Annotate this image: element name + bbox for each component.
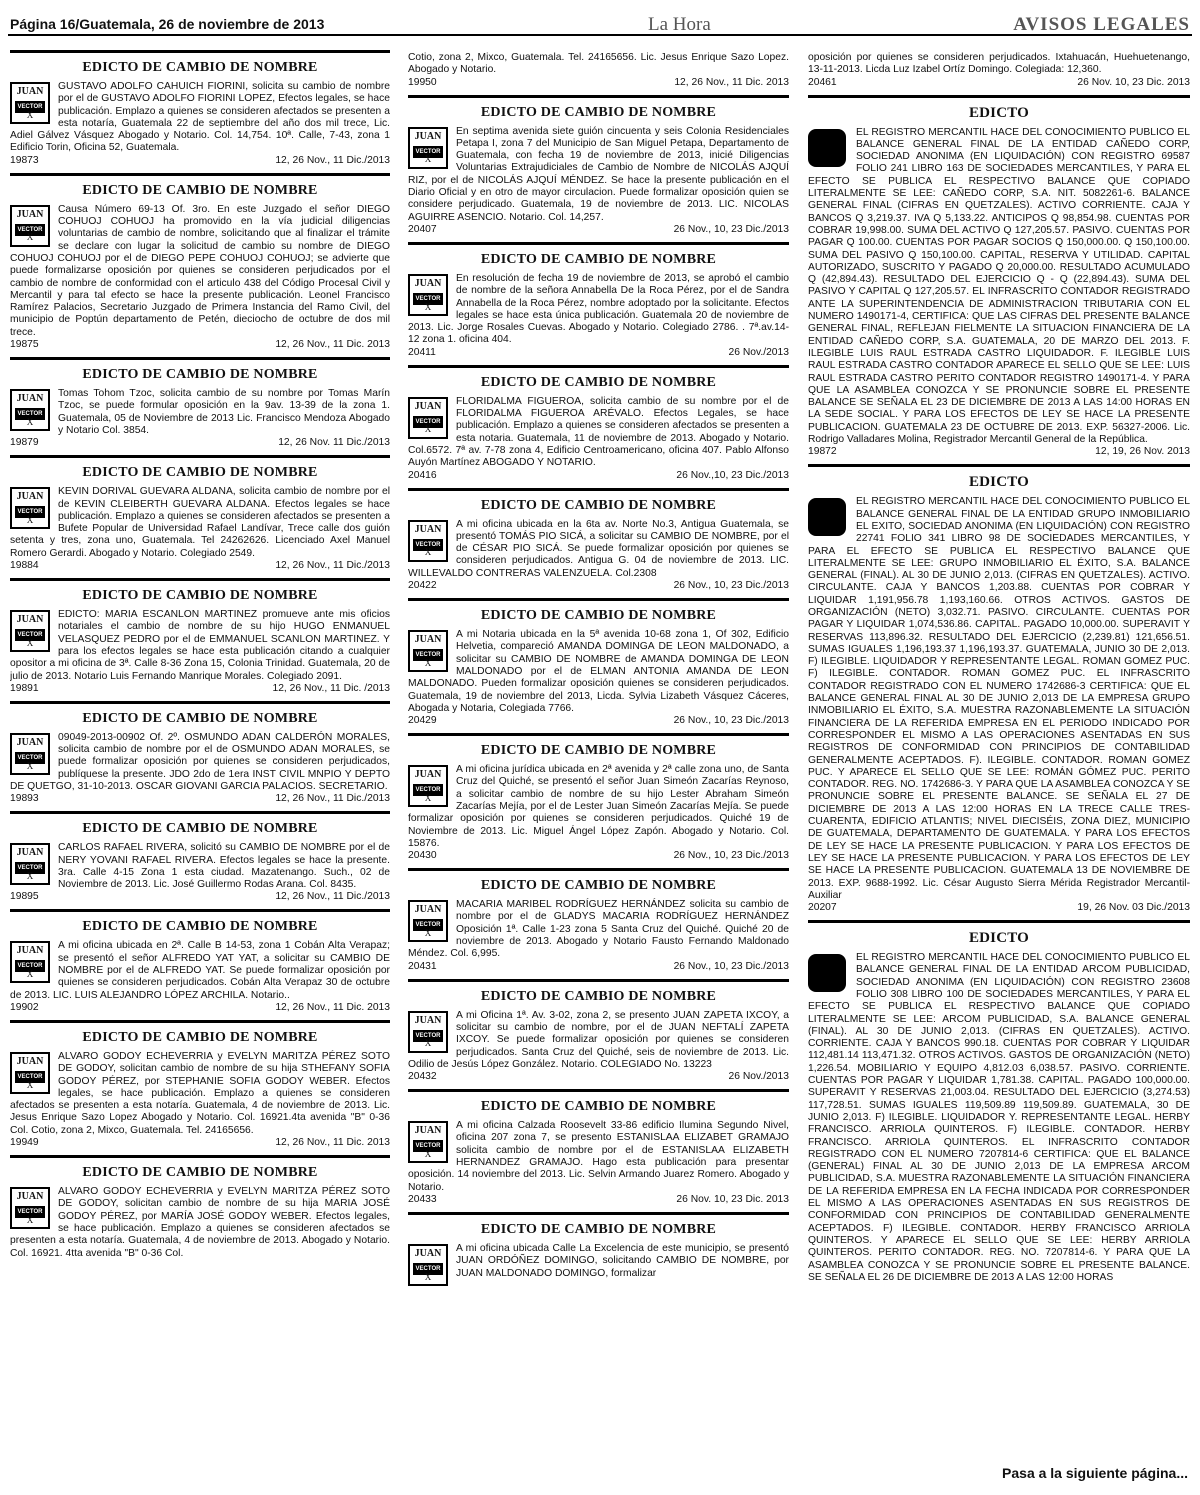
- logo-bar-text: VECTOR: [413, 784, 443, 796]
- notice-number: 20422: [408, 580, 437, 592]
- notice-footer: [10, 560, 390, 572]
- notice-body: [408, 396, 789, 470]
- logo-bar-text: VECTOR: [413, 1030, 443, 1042]
- logo-top-text: JUAN: [16, 614, 44, 626]
- logo-bottom-text: X: [424, 547, 432, 558]
- notice-dates: 12, 26 Nov., 11 Dic./2013: [275, 154, 390, 166]
- legal-notice: [408, 598, 789, 727]
- notice-title: EDICTO DE CAMBIO DE NOMBRE: [10, 909, 390, 940]
- section-title: AVISOS LEGALES: [1013, 14, 1190, 35]
- notice-body: [808, 952, 1190, 1284]
- notice-number: 19949: [10, 1137, 39, 1149]
- logo-bar-text: VECTOR: [413, 919, 443, 931]
- notice-dates: 19, 26 Nov. 03 Dic./2013: [1077, 902, 1190, 914]
- notice-text: A mi oficina ubicada en 2ª. Calle B 14-53, zona 1 Cobán Alta Verapaz; se presentó el señor ALFREDO YAT YAT, a solicitar su CAMBIO DE NOMBRE por el de ALFREDO YAT. Se puede formalizar oposición por quienes se consideren perjudicados. Cobán Alta Verapaz 30 de octubre de 2013. LIC. LUIS ALEJANDRO LÓPEZ ARCHILA. Notario..: [10, 940, 390, 1001]
- juan-vector-logo-icon: [10, 1052, 50, 1094]
- notice-body: [408, 629, 789, 715]
- notice-number: 19902: [10, 1001, 39, 1013]
- notice-title: EDICTO DE CAMBIO DE NOMBRE: [408, 1212, 789, 1243]
- juan-vector-logo-icon: [408, 765, 448, 807]
- juan-vector-logo-icon: [10, 1187, 50, 1229]
- notice-footer: [408, 470, 789, 482]
- notice-body: [408, 126, 789, 224]
- logo-bottom-text: X: [26, 760, 34, 771]
- notice-footer: [808, 446, 1190, 458]
- notice-title: EDICTO DE CAMBIO DE NOMBRE: [10, 1155, 390, 1186]
- notice-text: EL REGISTRO MERCANTIL HACE DEL CONOCIMIENTO PUBLICO EL BALANCE GENERAL FINAL DE LA ENTIDAD GRUPO INMOBILIARIO EL EXITO, SOCIEDAD ANONIMA (EN LIQUIDACIÓN) CON REGISTRO 22741 FOLIO 341 LIBRO 98 DE SOCIEDADES MERCANTILES, Y PARA EL EFECTO SE PUBLICA EL RESPECTIVO BALANCE QUE LITERALMENTE SE LEE: GRUPO INMOBILIARIO EL ÉXITO, S.A. BALANCE GENERAL (FINAL). AL 30 DE JUNIO 2,013. (CIFRAS EN QUETZALES). ACTIVO. CIRCULANTE. CAJA Y BANCOS 1,203.88. CUENTAS POR COBRAR Y LIQUIDAR 1,191,956.78 1,193,160.66. OTROS ACTIVOS. GASTOS DE ORGANIZACIÓN (NETO) 3,032.71. PASIVO. CIRCULANTE. CUENTAS POR PAGAR Y LIQUIDAR 1,074,536.86. CAPITAL. PAGADO 10,000.00. SUPERAVIT Y RESERVAS 113,896.32. RESULTADO DEL EJERCICIO (2,239.81) 121,656.51. SUMAS IGUALES 1,196,193.37 1,196,193.37. GUATEMALA, JUNIO 30 DE 2,013. F) ILEGIBLE. LIQUIDADOR Y REPRESENTANTE LEGAL. ROMAN GOMEZ PUC. F) ILEGIBLE. CONTADOR. ROMAN GOMEZ PUC. EL INFRASCRITO CONTADOR REGISTRADO CON EL NUMERO 1742686-3 CERTIFICA: QUE EL BALANCE GENERAL FINAL AL 30 DE JUNIO 2,013 DE LA EMPRESA GRUPO INMOBILIARIO EL ÉXITO, S.A. MUESTRA RAZONABLEMENTE LA SITUACIÓN FINANCIERA DE LA REFERIDA EMPRESA EN EL PERIODO INDICADO POR CORRESPONDER EL MISMO A LAS OPERACIONES ASENTADAS EN SUS REGISTROS DE CONFORMIDAD CON PRINCIPIOS DE CONTABILIDAD GENERALMENTE ACEPTADOS. F). ILEGIBLE. CONTADOR. ROMAN GOMEZ PUC. Y APARECE EL SELLO QUE SE LEE: ROMÁN GÓMEZ PUC. PERITO CONTADOR. REG. NO. 1742686-3. Y PARA QUE LA ASAMBLEA CONOZCA Y SE PRONUNCIE SOBRE EL PRESENTE BALANCE. SE SEÑALA EL 27 DE DICIEMBRE DE 2013 A LAS 12:00 HORAS EN LA TRECE CALLE TRES-CUARENTA, EDIFICIO ATLANTIS; NIVEL DIECISÉIS, ZONA DIEZ, MUNICIPIO DE GUATEMALA, DEPARTAMENTO DE GUATEMALA. Y PARA LOS EFECTOS DE LEY SE HACE LA PRESENTE PUBLICACION. Y PARA LOS EFECTOS DE LEY SE HACE LA PRESENTE PUBLICACION. Y PARA LOS EFECTOS DE LEY SE HACE LA PRESENTE PUBLICACION. GUATEMALA 13 DE NOVIEMBRE DE 2013. EXP. 9688-1992. Lic. César Augusto Sierra Mérida Registrador Mercantil-Auxiliar: [808, 496, 1190, 901]
- juan-vector-logo-icon: [408, 630, 448, 672]
- notice-text: En septima avenida siete guión cincuenta y seis Colonia Residenciales Petapa I, zona 7 del Municipio de San Miguel Petapa, Departamento de Guatemala, con fecha 19 de noviembre de 2013, inicié Diligencias Voluntarias Extrajudiciales de Cambio de Nombre de NICOLÁS AJQUÍ RIZ, por el de NICOLÁS AJQUÍ MÉNDEZ. Se hace la presente publicación en el Diario Oficial y en otro de mayor circulacion. Puede formalizar oposición quien se considere perjudicado. Guatemala, 19 de noviembre de 2013. LIC. NICOLAS AGUIRRE ASENCIO. Notario. Col. 14,257.: [408, 125, 789, 223]
- juan-vector-logo-icon: [10, 82, 50, 124]
- notice-title: EDICTO DE CAMBIO DE NOMBRE: [10, 701, 390, 732]
- logo-bar-text: VECTOR: [15, 960, 45, 972]
- notice-body: [10, 388, 390, 437]
- notice-footer: [10, 793, 390, 805]
- legal-notice: [10, 50, 390, 167]
- notice-number: 19873: [10, 154, 39, 166]
- notice-body: [408, 1010, 789, 1071]
- notice-footer: [408, 1071, 789, 1083]
- notice-number: 19950: [408, 76, 437, 88]
- notice-text: ALVARO GODOY ECHEVERRIA y EVELYN MARITZA PÉREZ SOTO DE GODOY, solicitan cambio de nombre de su hija MARIA JOSÉ GODOY PÉREZ, por MARÍA JOSÉ GODOY WEBER. Efectos legales, se hace publicación. Emplazo a quienes se consideren afectados se presenten a esta notaría. Guatemala, 4 de noviembre de 2013. Abogado y Notario. Col. 16921. 4tta avenida "B" 0-36 Col.: [10, 1186, 390, 1259]
- notice-footer: [408, 850, 789, 862]
- legal-notice: [408, 868, 789, 972]
- logo-top-text: JUAN: [414, 1125, 442, 1137]
- notice-footer: [10, 339, 390, 351]
- legal-notice: [408, 365, 789, 482]
- notice-number: 20430: [408, 850, 437, 862]
- juan-vector-logo-icon: [10, 487, 50, 529]
- column-3: [808, 52, 1190, 1472]
- logo-bottom-text: X: [26, 1214, 34, 1225]
- notice-body: [408, 1243, 789, 1280]
- notice-body: [10, 609, 390, 683]
- legal-notice: [10, 578, 390, 695]
- column-1: [10, 50, 390, 1485]
- logo-top-text: JUAN: [414, 1014, 442, 1026]
- notice-number: 20416: [408, 469, 437, 481]
- notice-number: 20407: [408, 223, 437, 235]
- logo-top-text: JUAN: [414, 904, 442, 916]
- notice-title: EDICTO DE CAMBIO DE NOMBRE: [10, 50, 390, 81]
- notice-body: [408, 899, 789, 960]
- notice-footer: [10, 155, 390, 167]
- logo-bar-text: VECTOR: [413, 293, 443, 305]
- notice-text: Causa Número 69-13 Of. 3ro. En este Juzgado el señor DIEGO COHUOJ COHUOJ ha promovido en la vía judicial diligencias voluntarias de cambio de nombre, solicitando que al finalizar el trámite se declare con lugar la solicitud de cambio su nombre de DIEGO COHUOJ COHUOJ por el de DIEGO PEPE COHUOJ COHUOJ; se advierte que puede formalizarse oposición por quienes se consideren perjudicados por el cambio de nombre de conformidad con el articulo 438 del Código Procesal Civil y Mercantil y para tal efecto se hace la presente publicación. Leonel Francisco Ramírez Palacios, Secretario Juzgado de Primera Instancia del Ramo Civil, del municipio de Poptún departamento de Petén, dieciocho de octubre de dos mil trece.: [10, 203, 390, 338]
- notice-text: FLORIDALMA FIGUEROA, solicita cambio de su nombre por el de FLORIDALMA FIGUEROA ARÉVALO. Efectos Legales, se hace publicación. Emplazo a quienes se consideren afectados se presenten a esta notaria. Guatemala, 11 de noviembre de 2013. Abogado y Notario. Col.6572. 7ª av. 7-78 zona 4, Edificio Centroamericano, oficina 407. Pablo Alfonso Auyón Martínez ABOGADO Y NOTARIO.: [408, 395, 789, 469]
- notice-number: 20432: [408, 1071, 437, 1083]
- notice-text: MACARIA MARIBEL RODRÍGUEZ HERNÁNDEZ solicita su cambio de nombre por el de GLADYS MACARIA RODRÍGUEZ HERNÁNDEZ Oposición 1ª. Calle 1-23 zona 5 Santa Cruz del Quiché. Quiché 20 de noviembre de 2013. Abogado y Notario Fausto Fernando Maldonado Méndez. Col. 6,995.: [408, 899, 789, 960]
- legal-notice: [408, 979, 789, 1083]
- notice-title: EDICTO: [808, 920, 1190, 952]
- notice-footer: [10, 437, 390, 449]
- legal-notice: [10, 1020, 390, 1149]
- notice-title: EDICTO DE CAMBIO DE NOMBRE: [408, 1089, 789, 1120]
- black-square-icon: [808, 498, 846, 536]
- notice-body: [808, 127, 1190, 447]
- logo-bar-text: VECTOR: [15, 1071, 45, 1083]
- juan-vector-logo-icon: [408, 1011, 448, 1053]
- notice-dates: 26 Nov./2013: [728, 1071, 789, 1083]
- logo-bottom-text: X: [26, 637, 34, 648]
- notice-number: 19895: [10, 891, 39, 903]
- notice-body: [408, 519, 789, 580]
- legal-notice: [408, 95, 789, 236]
- continued-notice-tail: [808, 52, 1190, 89]
- logo-bar-text: VECTOR: [413, 1263, 443, 1275]
- notice-dates: 26 Nov., 10, 23 Dic./2013: [673, 715, 789, 727]
- notice-text: A mi Oficina 1ª. Av. 3-02, zona 2, se presento JUAN ZAPETA IXCOY, a solicitar su cambio de nombre, por el de JUAN NEFTALÍ ZAPETA IXCOY. Se puede formalizar oposición por quienes se consideren perjudicados. Santa Cruz del Quiché, seis de noviembre de 2013. Lic. Odilio de Jesús López González. Notario. COLEGIADO No. 13223: [408, 1009, 789, 1070]
- logo-top-text: JUAN: [16, 1055, 44, 1067]
- notice-text: Tomas Tohom Tzoc, solicita cambio de su nombre por Tomas Marín Tzoc, se puede formular oposición en la 9av. 13-39 de la zona 1. Guatemala, 05 de Noviembre de 2013 Lic. Francisco Mendoza Abogado y Notario Col. 3854.: [58, 388, 390, 436]
- logo-top-text: JUAN: [16, 393, 44, 405]
- notice-dates: 12, 26 Nov., 11 Dic./2013: [275, 891, 390, 903]
- logo-top-text: JUAN: [414, 277, 442, 289]
- logo-bottom-text: X: [424, 1038, 432, 1049]
- notice-number: 19893: [10, 793, 39, 805]
- logo-bar-text: VECTOR: [15, 752, 45, 764]
- notice-text: A mi oficina Calzada Roosevelt 33-86 edificio Ilumina Segundo Nivel, oficina 207 zona 7, se presento ESTANISLAA ELIZABET GRAMAJO solicita cambio de nombre por el de ESTANISLAA ELIZABETH HERNANDEZ GRAMAJO. Hago esta publicación para presentar oposición. 14 noviembre del 2013. Lic. Selvin Armando Juarez Romero. Abogado y Notario.: [408, 1120, 789, 1193]
- notice-number: 20461: [808, 76, 837, 88]
- newspaper-name: La Hora: [648, 14, 711, 35]
- logo-top-text: JUAN: [16, 945, 44, 957]
- legal-notice: [408, 733, 789, 862]
- logo-top-text: JUAN: [414, 769, 442, 781]
- notice-text: 09049-2013-00902 Of. 2º. OSMUNDO ADAN CALDERÓN MORALES, solicita cambio de nombre por el de OSMUNDO ADAN MORALES, se puede formalizar oposición por quienes se consideren perjudicados, publíquese la presente. JDO 2do de 1era INST CIVIL MNPIO Y DEPTO DE QUETGO, 31-10-2013. OSCAR GIOVANI GARCIA PALACIOS. SECRETARIO.: [10, 731, 390, 792]
- notice-title: EDICTO DE CAMBIO DE NOMBRE: [10, 1020, 390, 1051]
- legal-notice: [10, 357, 390, 449]
- logo-bottom-text: X: [424, 1271, 432, 1282]
- logo-top-text: JUAN: [414, 130, 442, 142]
- notice-text: En resolución de fecha 19 de noviembre de 2013, se aprobó el cambio de nombre de la señora Annabella De la Roca Pérez, por el de Sandra Annabella de la Roca Pérez, nombre adoptado por la solicitante. Efectos legales se hace esta única publicación. Guatemala 20 de noviembre de 2013. Lic. Jorge Rosales Cuevas. Abogado y Notario. Colegiado 2786. . 7ª.av.14-12 zona 1. oficina 404.: [408, 272, 789, 346]
- notice-dates: 26 Nov. 10, 23 Dic. 2013: [1077, 76, 1190, 88]
- logo-bottom-text: X: [26, 232, 34, 243]
- notice-number: 20431: [408, 960, 437, 972]
- logo-bottom-text: X: [424, 927, 432, 938]
- notice-dates: 12, 26 Nov., 11 Dic. /2013: [272, 682, 390, 694]
- notice-number: 20207: [808, 902, 837, 914]
- logo-bottom-text: X: [26, 870, 34, 881]
- notice-text: CARLOS RAFAEL RIVERA, solicitó su CAMBIO DE NOMBRE por el de NERY YOVANI RAFAEL RIVERA. Efectos legales se hace la presente. 3ra. Calle 4-15 Zona 1 esta ciudad. Mazatenango. Such., 02 de Noviembre de 2013. Lic. José Guillermo Rodas Arana. Col. 8435.: [58, 842, 390, 891]
- logo-bar-text: VECTOR: [413, 146, 443, 158]
- notice-text: KEVIN DORIVAL GUEVARA ALDANA, solicita cambio de nombre por el de KEVIN CLEIBERTH GUEVARA ALDANA. Efectos legales se hace publicación. Emplazo a quienes se consideren afectados se presenten a Bufete Popular de Universidad Rafael Landívar, Trece calle dos guión setenta y tres, zona uno, Guatemala. Tel 24262626. Licenciado Axel Manuel Romero Gerardi. Abogado y Notario. Colegiado 2549.: [10, 486, 390, 559]
- notice-footer: [408, 715, 789, 727]
- notice-footer: [10, 891, 390, 903]
- logo-bar-text: VECTOR: [15, 408, 45, 420]
- juan-vector-logo-icon: [10, 389, 50, 431]
- notice-dates: 12, 19, 26 Nov. 2013: [1095, 446, 1190, 458]
- continued-notice-tail: [408, 52, 789, 89]
- logo-bar-text: VECTOR: [15, 224, 45, 236]
- notice-text: A mi Notaria ubicada en la 5ª avenida 10-68 zona 1, Of 302, Edificio Helvetia, compareció AMANDA DOMINGA DE LEON MALDONADO, a solicitar su CAMBIO DE NOMBRE de AMANDA DOMINGA DE LEON MALDONADO por el de ELMAN ANTONIA AMANDA DE LEON MALDONADO. Pueden formalizar oposición quienes se consideren perjudicados. Guatemala, 19 de noviembre del 2013, Licda. Sylvia Lizabeth Vásquez Cáceres, Abogada y Notaria, Colegiada 7766.: [408, 629, 789, 714]
- juan-vector-logo-icon: [10, 610, 50, 652]
- juan-vector-logo-icon: [408, 520, 448, 562]
- notice-dates: 12, 26 Nov., 11 Dic. 2013: [275, 1001, 390, 1013]
- notice-footer: [10, 683, 390, 695]
- notice-footer: [10, 1137, 390, 1149]
- legal-notice: [10, 173, 390, 351]
- notice-body: [10, 842, 390, 891]
- logo-bar-text: VECTOR: [413, 1140, 443, 1152]
- notice-text: A mi oficina ubicada en la 6ta av. Norte No.3, Antigua Guatemala, se presentó TOMÁS PIO SICÁ, a solicitar su CAMBIO DE NOMBRE, por el de CÉSAR PIO SICÁ. Se puede formalizar oposición por quienes se consideren perjudicados. Antigua G. 04 de noviembre de 2013. LIC. WILLEVALDO CONTRERAS VALENZUELA. Col.2308: [408, 518, 789, 579]
- juan-vector-logo-icon: [408, 1121, 448, 1163]
- notice-title: EDICTO DE CAMBIO DE NOMBRE: [10, 455, 390, 486]
- logo-bottom-text: X: [26, 416, 34, 427]
- notice-title: EDICTO DE CAMBIO DE NOMBRE: [10, 173, 390, 204]
- notice-body: [10, 732, 390, 793]
- legal-notice: [808, 95, 1190, 459]
- logo-bar-text: VECTOR: [15, 862, 45, 874]
- logo-bottom-text: X: [26, 514, 34, 525]
- notice-dates: 26 Nov. 10, 23 Dic. 2013: [676, 1193, 789, 1205]
- juan-vector-logo-icon: [408, 900, 448, 942]
- notice-body: [408, 273, 789, 347]
- notice-footer: [408, 961, 789, 973]
- notice-number: 19879: [10, 437, 39, 449]
- notice-number: 19872: [808, 446, 837, 458]
- logo-bar-text: VECTOR: [15, 629, 45, 641]
- legal-notice: [10, 701, 390, 805]
- logo-top-text: JUAN: [16, 736, 44, 748]
- notice-title: EDICTO DE CAMBIO DE NOMBRE: [408, 488, 789, 519]
- juan-vector-logo-icon: [408, 1244, 448, 1286]
- notice-title: EDICTO DE CAMBIO DE NOMBRE: [408, 868, 789, 899]
- logo-top-text: JUAN: [16, 1191, 44, 1203]
- juan-vector-logo-icon: [10, 733, 50, 775]
- notice-number: 19884: [10, 560, 39, 572]
- notice-text: EDICTO: MARIA ESCANLON MARTINEZ promueve ante mis oficios notariales el cambio de nombre de su hijo HUGO ENMANUEL VELASQUEZ PEDRO por el de EMMANUEL SCANLON MARTINEZ. Y para los efectos legales se hace esta publicación citando a cualquier opositor a mi oficina de 3ª. Calle 8-36 Zona 15, Colonia Trinidad. Guatemala, 20 de julio de 2013. Notario Luis Fernando Manrique Morales. Colegiado 2091.: [10, 609, 390, 682]
- notice-footer: [808, 77, 1190, 89]
- legal-notice: [408, 1089, 789, 1206]
- notice-body: [808, 496, 1190, 902]
- notice-dates: 12, 26 Nov. 11 Dic./2013: [278, 437, 390, 449]
- legal-notice: [808, 920, 1190, 1284]
- notice-footer: [408, 347, 789, 359]
- logo-bottom-text: X: [424, 657, 432, 668]
- notice-text: Cotio, zona 2, Mixco, Guatemala. Tel. 24165656. Lic. Jesus Enrique Sazo Lopez. Abogado y Notario.: [408, 52, 789, 76]
- notice-body: [10, 486, 390, 560]
- notice-dates: 26 Nov.,10, 23 Dic./2013: [676, 469, 789, 481]
- legal-notice: [408, 242, 789, 359]
- notice-title: EDICTO DE CAMBIO DE NOMBRE: [10, 811, 390, 842]
- logo-bottom-text: X: [424, 1148, 432, 1159]
- logo-bar-text: VECTOR: [15, 506, 45, 518]
- notice-number: 19875: [10, 339, 39, 351]
- page-header: [8, 0, 1192, 36]
- logo-top-text: JUAN: [16, 491, 44, 503]
- notice-title: EDICTO DE CAMBIO DE NOMBRE: [408, 979, 789, 1010]
- notice-body: [408, 1120, 789, 1194]
- notice-body: [10, 81, 390, 155]
- black-square-icon: [808, 129, 846, 167]
- notice-title: EDICTO DE CAMBIO DE NOMBRE: [408, 242, 789, 273]
- notice-text: A mi oficina jurídica ubicada en 2ª avenida y 2ª calle zona uno, de Santa Cruz del Quiché, se presentó el señor Juan Simeón Zacarías Reynoso, a solicitar cambio de nombre de su hijo Lester Abraham Simeón Zacarías Mejía, por el de Lester Juan Simeón Zacarías Mejía. Se puede formalizar oposición por quienes se consideren perjudicados. Quiché 19 de Noviembre de 2013. Lic. Miguel Ángel López Zapón. Abogado y Notario. Col. 15876.: [408, 764, 789, 849]
- notice-title: EDICTO DE CAMBIO DE NOMBRE: [10, 578, 390, 609]
- logo-bar-text: VECTOR: [413, 649, 443, 661]
- notice-footer: [808, 902, 1190, 914]
- notice-footer: [10, 1002, 390, 1014]
- logo-bottom-text: X: [26, 969, 34, 980]
- notice-title: EDICTO: [808, 464, 1190, 496]
- legal-notice: [10, 811, 390, 903]
- logo-top-text: JUAN: [414, 1247, 442, 1259]
- notice-number: 19891: [10, 682, 39, 694]
- notice-text: GUSTAVO ADOLFO CAHUICH FIORINI, solicita su cambio de nombre por el de GUSTAVO ADOLFO FIORINI LOPEZ, Efectos legales, se hace publicación. Emplazo a quienes se consideren afectados se presenten a esta notaría, Guatemala 22 de septiembre del año dos mil trece, Lic. Adiel Gálvez Vásquez Abogado y Notario. Col. 14,754. 10ª. Calle, 7-43, zona 1 Edificio Torin, Oficina 52, Guatemala.: [10, 81, 390, 154]
- notice-text: ALVARO GODOY ECHEVERRIA y EVELYN MARITZA PÉREZ SOTO DE GODOY, solicitan cambio de nombre de su hija STHEFANY SOFIA GODOY PÉREZ, por STEPHANIE SOFIA GODOY WEBER. Efectos legales, se hace publicación. Emplazo a quienes se consideren afectados se presenten a esta notaría. Guatemala, 4 de noviembre de 2013. Lic. Jesus Enrique Sazo Lopez Abogado y Notario. Col. 16921.4ta avenida "B" 0-36 Col. Cotio, zona 2, Mixco, Guatemala. Tel. 24165656.: [10, 1050, 390, 1136]
- notice-footer: [408, 77, 789, 89]
- notice-title: EDICTO DE CAMBIO DE NOMBRE: [408, 598, 789, 629]
- notice-title: EDICTO DE CAMBIO DE NOMBRE: [10, 357, 390, 388]
- legal-notice: [10, 1155, 390, 1260]
- notice-dates: 26 Nov., 10, 23 Dic./2013: [673, 960, 789, 972]
- juan-vector-logo-icon: [10, 205, 50, 247]
- notice-dates: 12, 26 Nov., 11 Dic./2013: [275, 793, 390, 805]
- logo-top-text: JUAN: [16, 86, 44, 97]
- logo-bottom-text: X: [26, 1079, 34, 1090]
- notice-title: EDICTO DE CAMBIO DE NOMBRE: [408, 365, 789, 396]
- notice-title: EDICTO DE CAMBIO DE NOMBRE: [408, 733, 789, 764]
- notice-text: EL REGISTRO MERCANTIL HACE DEL CONOCIMIENTO PUBLICO EL BALANCE GENERAL FINAL DE LA ENTIDAD ARCOM PUBLICIDAD, SOCIEDAD ANONIMA (EN LIQUIDACIÓN) CON REGISTRO 23608 FOLIO 308 LIBRO 100 DE SOCIEDADES MERCANTILES, Y PARA EL EFECTO SE PUBLICA EL RESPECTIVO BALANCE QUE COPIADO LITERALMENTE SE LEE: ARCOM PUBLICIDAD, S.A. BALANCE GENERAL (FINAL). AL 30 DE JUNIO 2,013. (CIFRAS EN QUETZALES). ACTIVO. CORRIENTE. CAJA Y BANCOS 990.18. CUENTAS POR COBRAR Y LIQUIDAR 112,481.14 113,471.32. OTROS ACTIVOS. GASTOS DE ORGANIZACIÓN (NETO) 1,226.54. MOBILIARIO Y EQUIPO 4,812.03 6,038.57. PASIVO. CORRIENTE. CUENTAS POR PAGAR Y LIQUIDAR 1,781.38. CAPITAL. PAGADO 100,000.00. SUPERAVIT Y RESERVAS 21,003.04. RESULTADO DEL EJERCICIO (3,274.53) 117,728.51. SUMAS IGUALES 119,509.89 119,509.89. GUATEMALA, 30 DE JUNIO 2,013. F) ILEGIBLE. LIQUIDADOR Y. REPRESENTANTE LEGAL. HERBY FRANCISCO. ARRIOLA QUINTEROS. F) ILEGIBLE. CONTADOR. HERBY FRANCISCO. ARRIOLA QUINTEROS. EL INFRASCRITO CONTADOR REGISTRADO CON EL NUMERO 7207814-6 CERTIFICA: QUE EL BALANCE (GENERAL) FINAL AL 30 DE JUNIO 2,013 DE LA EMPRESA ARCOM PUBLICIDAD, S.A. MUESTRA RAZONABLEMENTE LA SITUACIÓN FINANCIERA DE LA REFERIDA EMPRESA EN LA FECHA INDICADA POR CORRESPONDER EL MISMO A LAS OPERACIONES ASENTADAS EN SUS REGISTROS DE CONFORMIDAD CON PRINCIPIOS DE CONTABILIDAD GENERALMENTE ACEPTADOS. F) ILEGIBLE. CONTADOR. HERBY FRANCISCO ARRIOLA QUINTEROS. Y APARECE EL SELLO QUE SE LEE: HERBY ARRIOLA QUINTEROS. PERITO CONTADOR. REG. NO. 7207814-6. Y PARA QUE LA ASAMBLEA CONOZCA Y SE PRONUNCIE SOBRE EL PRESENTE BALANCE. SE SEÑALA EL 26 DE DICIEMBRE DE 2013 A LAS 12:00 HORAS: [808, 952, 1190, 1283]
- juan-vector-logo-icon: [408, 397, 448, 439]
- notice-number: 20429: [408, 715, 437, 727]
- page-number-date: Página 16/Guatemala, 26 de noviembre de 2013: [10, 16, 325, 32]
- notice-body: [408, 764, 789, 850]
- notice-footer: [408, 224, 789, 236]
- notice-dates: 12, 26 Nov., 11 Dic. 2013: [674, 76, 789, 88]
- notice-body: [10, 204, 390, 339]
- logo-bottom-text: X: [26, 109, 34, 120]
- notice-text: oposición por quienes se consideren perjudicados. Ixtahuacán, Huehuetenango, 13-11-2013. Licda Luz Izabel Ortíz Domingo. Colegiada: 12,360.: [808, 52, 1190, 76]
- notice-footer: [408, 1194, 789, 1206]
- black-square-icon: [808, 954, 846, 992]
- juan-vector-logo-icon: [10, 941, 50, 983]
- notice-dates: 26 Nov./2013: [728, 346, 789, 358]
- notice-title: EDICTO DE CAMBIO DE NOMBRE: [408, 95, 789, 126]
- legal-notice: [408, 488, 789, 592]
- logo-bar-text: VECTOR: [15, 1206, 45, 1218]
- juan-vector-logo-icon: [10, 843, 50, 885]
- legal-notice: [408, 1212, 789, 1280]
- continued-notice: Pasa a la siguiente página...: [1002, 1465, 1188, 1481]
- notice-number: 20411: [408, 346, 436, 358]
- notice-dates: 12, 26 Nov., 11 Dic./2013: [275, 560, 390, 572]
- notice-text: EL REGISTRO MERCANTIL HACE DEL CONOCIMIENTO PUBLICO EL BALANCE GENERAL FINAL DE LA ENTIDAD CAÑEDO CORP, SOCIEDAD ANONIMA (EN LIQUIDACIÓN) CON REGISTRO 69587 FOLIO 241 LIBRO 163 DE SOCIEDADES MERCANTILES, Y PARA EL EFECTO SE PUBLICA EL RESPECTIVO BALANCE QUE COPIADO LITERALMENTE SE LEE: CAÑEDO CORP, S.A. NIT. 5082261-6. BALANCE GENERAL FINAL (CIFRAS EN QUETZALES). ACTIVO CORRIENTE. CAJA Y BANCOS Q 3,219.37. IVA Q 5,133.22. ANTICIPOS Q 98,854.98. CUENTAS POR COBRAR 19,998.00. SUMA DEL ACTIVO Q 127,205.57. PASIVO. CUENTAS POR PAGAR Q 100.00. CUENTAS POR PAGAR SOCIOS Q 150,000.00. Q 150,100.00. SUMA DEL PASIVO Q 150,100.00. CAPITAL, RESERVA Y UTILIDAD. CAPITAL AUTORIZADO, SUSCRITO Y PAGADO Q 20,000.00. RESULTADO ACUMULADO Q (42,894.43). RESULTADO DEL EJERCICIO Q - Q (22,894.43). SUMA DEL PASIVO Y CAPITAL Q 127,205.57. EL INFRASCRITO CONTADOR REGISTRADO ANTE LA SUPERINTENDENCIA DE ADMINISTRACION TRIBUTARIA CON EL NUMERO 1490171-4, CERTIFICA: QUE LAS CIFRAS DEL PRESENTE BALANCE GENERAL FINAL, REFLEJAN FIELMENTE LA SITUACION FINANCIERA DE LA ENTIDAD CAÑEDO CORP, S.A. GUATEMALA, 20 DE MARZO DEL 2013. F. ILEGIBLE LUIS RAUL ESTRADA CASTRO LIQUIDADOR. F. ILEGIBLE LUIS RAUL ESTRADA CASTRO CONTADOR APARECE EL SELLO QUE SE LEE: LUIS RAUL ESTRADA CASTRO PERITO CONTADOR REGISTRO 1490171-4. Y PARA QUE LA ASAMBLEA CONOZCA Y SE PRONUNCIE SOBRE EL PRESENTE BALANCE SE SEÑALA EL 23 DE DICIEMBRE DE 2013 A LAS 14:00 HORAS EN LA SEDE SOCIAL. Y PARA LOS EFECTOS DE LEY SE HACE LA PRESENTE PUBLICACION. GUATEMALA 23 DE OCTUBRE DE 2013. EXP. 56327-2006. Lic. Rodrigo Valladares Molina, Registrador Mercantil General de la República.: [808, 126, 1190, 446]
- legal-notice: [10, 455, 390, 572]
- logo-top-text: JUAN: [16, 847, 44, 859]
- column-2: [408, 52, 789, 1487]
- notice-body: [10, 940, 390, 1001]
- logo-top-text: JUAN: [16, 208, 44, 220]
- logo-bottom-text: X: [424, 424, 432, 435]
- notice-text: A mi oficina ubicada Calle La Excelencia de este municipio, se presentó JUAN ORDÓÑEZ DOMINGO, solicitando CAMBIO DE NOMBRE, por JUAN MALDONADO DOMINGO, formalizar: [456, 1242, 789, 1279]
- logo-bottom-text: X: [424, 301, 432, 312]
- juan-vector-logo-icon: [408, 127, 448, 169]
- notice-dates: 12, 26 Nov., 11 Dic. 2013: [275, 339, 390, 351]
- logo-bottom-text: X: [424, 154, 432, 165]
- logo-top-text: JUAN: [414, 634, 442, 646]
- logo-bar-text: VECTOR: [15, 101, 45, 113]
- notice-title: EDICTO: [808, 95, 1190, 127]
- notice-dates: 26 Nov., 10, 23 Dic./2013: [673, 223, 789, 235]
- notice-body: [10, 1051, 390, 1137]
- logo-bar-text: VECTOR: [413, 539, 443, 551]
- notice-footer: [408, 580, 789, 592]
- logo-bottom-text: X: [424, 792, 432, 803]
- logo-bar-text: VECTOR: [413, 416, 443, 428]
- notice-dates: 26 Nov., 10, 23 Dic./2013: [673, 580, 789, 592]
- notice-body: [10, 1186, 390, 1260]
- legal-notice: [808, 464, 1190, 914]
- notice-dates: 12, 26 Nov., 11 Dic. 2013: [275, 1137, 390, 1149]
- notice-number: 20433: [408, 1193, 437, 1205]
- logo-top-text: JUAN: [414, 523, 442, 535]
- juan-vector-logo-icon: [408, 274, 448, 316]
- legal-notice: [10, 909, 390, 1013]
- notice-dates: 26 Nov., 10, 23 Dic./2013: [673, 850, 789, 862]
- logo-top-text: JUAN: [414, 400, 442, 412]
